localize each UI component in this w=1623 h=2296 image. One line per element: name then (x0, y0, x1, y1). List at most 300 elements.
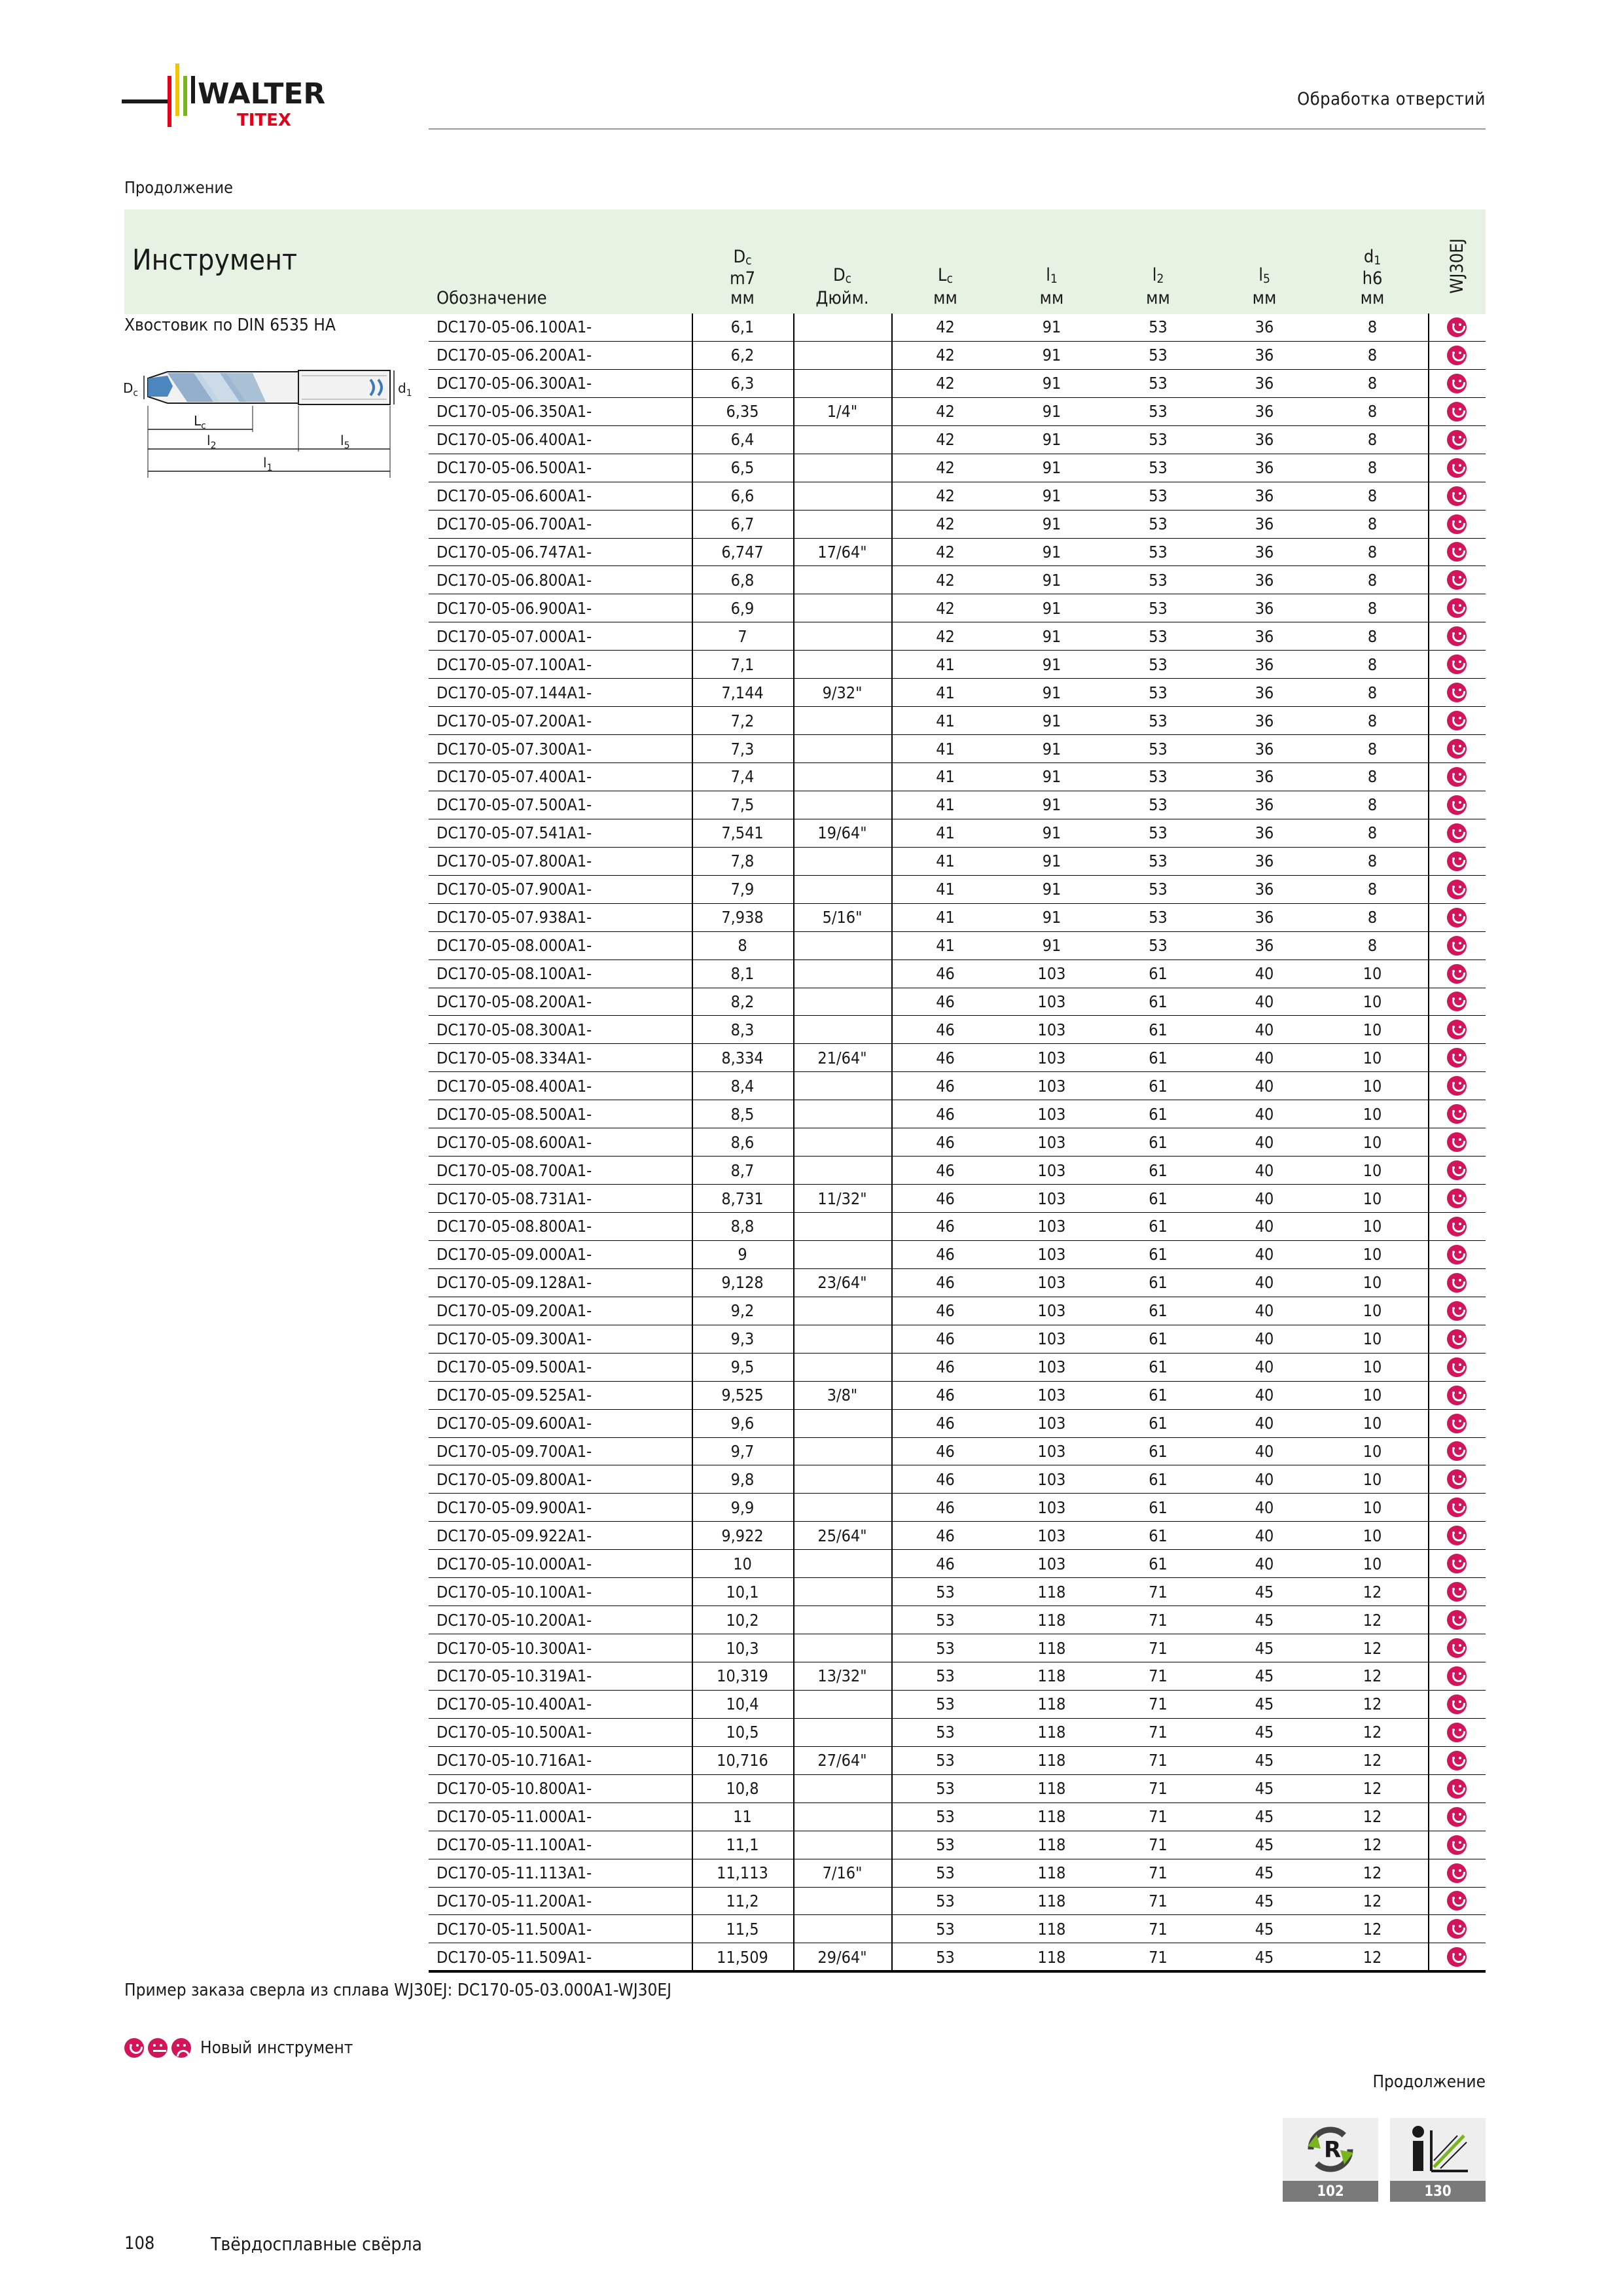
l5-cell: 40 (1255, 992, 1274, 1011)
ref-page-number: 130 (1390, 2181, 1486, 2202)
d1-cell: 10 (1363, 1020, 1382, 1039)
table-bottom-rule (429, 1970, 1486, 1973)
inch-cell (793, 932, 891, 960)
table-row (429, 819, 1486, 848)
inch-cell (793, 1775, 891, 1803)
smiley-face-icon (1447, 1695, 1467, 1714)
l2-cell: 53 (1149, 317, 1168, 337)
d1-cell: 8 (1367, 936, 1378, 956)
designation-cell: DC170-05-11.113A1- (437, 1863, 592, 1883)
table-row (429, 1859, 1486, 1888)
dc-cell: 6,747 (721, 542, 764, 562)
l5-cell: 40 (1255, 1526, 1274, 1545)
l1-cell: 103 (1037, 1526, 1066, 1545)
designation-cell: DC170-05-07.900A1- (437, 880, 592, 899)
lc-cell: 46 (936, 1441, 955, 1461)
designation-cell: DC170-05-06.300A1- (437, 374, 592, 393)
l1-cell: 91 (1042, 374, 1061, 393)
designation-cell: DC170-05-09.800A1- (437, 1469, 592, 1489)
l1-cell: 91 (1042, 880, 1061, 899)
l1-cell: 91 (1042, 655, 1061, 674)
table-row (429, 1044, 1486, 1072)
l1-cell: 91 (1042, 486, 1061, 506)
l5-cell: 40 (1255, 1357, 1274, 1377)
l2-cell: 71 (1149, 1835, 1168, 1855)
designation-cell: DC170-05-11.509A1- (437, 1947, 592, 1967)
inch-cell (793, 1213, 891, 1240)
lc-cell: 42 (936, 626, 955, 646)
inch-cell (793, 1410, 891, 1437)
lc-cell: 46 (936, 1217, 955, 1236)
d1-cell: 12 (1363, 1919, 1382, 1939)
availability-cell (1428, 1213, 1486, 1240)
table-row (429, 1494, 1486, 1522)
inch-cell (793, 594, 891, 622)
dc-cell: 11,5 (726, 1919, 759, 1939)
l1-cell: 118 (1037, 1610, 1066, 1630)
l1-cell: 103 (1037, 1273, 1066, 1293)
col-header-designation: Обозначение (437, 288, 547, 308)
l2-cell: 71 (1149, 1695, 1168, 1714)
table-row (429, 1662, 1486, 1691)
availability-cell (1428, 1831, 1486, 1859)
table-row (429, 1241, 1486, 1269)
smiley-face-icon (1447, 1891, 1467, 1910)
l2-cell: 61 (1149, 1160, 1168, 1180)
table-row (429, 651, 1486, 679)
designation-cell: DC170-05-11.200A1- (437, 1891, 592, 1910)
availability-cell (1428, 1662, 1486, 1690)
dc-cell: 6,3 (730, 374, 755, 393)
l2-cell: 71 (1149, 1610, 1168, 1630)
inch-cell (793, 1578, 891, 1605)
availability-cell (1428, 1634, 1486, 1662)
table-row (429, 1382, 1486, 1410)
l1-cell: 91 (1042, 767, 1061, 787)
lc-cell: 41 (936, 711, 955, 730)
dc-cell: 10,3 (726, 1638, 759, 1658)
l2-cell: 61 (1149, 1189, 1168, 1208)
lc-cell: 46 (936, 1160, 955, 1180)
smiley-face-icon (124, 2038, 144, 2058)
designation-cell: DC170-05-07.541A1- (437, 823, 592, 843)
l2-cell: 53 (1149, 823, 1168, 843)
dc-cell: 7,144 (721, 683, 764, 702)
inch-cell (793, 1354, 891, 1381)
inch-cell (793, 482, 891, 510)
inch-cell (793, 370, 891, 397)
l2-cell: 53 (1149, 402, 1168, 422)
regrind-r-icon (1301, 2121, 1360, 2178)
lc-cell: 46 (936, 1329, 955, 1349)
d1-cell: 10 (1363, 1048, 1382, 1067)
l5-cell: 40 (1255, 1189, 1274, 1208)
smiley-face-icon (1447, 374, 1467, 393)
smiley-face-icon (1447, 458, 1467, 478)
l1-cell: 103 (1037, 1020, 1066, 1039)
l1-cell: 103 (1037, 1441, 1066, 1461)
availability-cell (1428, 622, 1486, 650)
l1-cell: 103 (1037, 1160, 1066, 1180)
d1-cell: 8 (1367, 346, 1378, 365)
d1-cell: 8 (1367, 542, 1378, 562)
designation-cell: DC170-05-10.716A1- (437, 1751, 592, 1770)
lc-cell: 42 (936, 458, 955, 478)
ref-page-number: 102 (1283, 2181, 1378, 2202)
dc-cell: 8,731 (721, 1189, 764, 1208)
l2-cell: 53 (1149, 795, 1168, 815)
l5-cell: 45 (1255, 1807, 1274, 1827)
table-row (429, 679, 1486, 707)
l1-cell: 103 (1037, 964, 1066, 984)
l2-cell: 61 (1149, 1076, 1168, 1096)
table-title: Инструмент (132, 243, 298, 277)
designation-cell: DC170-05-07.800A1- (437, 852, 592, 871)
designation-cell: DC170-05-06.800A1- (437, 570, 592, 590)
d1-cell: 12 (1363, 1947, 1382, 1967)
designation-cell: DC170-05-06.747A1- (437, 542, 592, 562)
smiley-face-icon (1447, 1863, 1467, 1883)
availability-cell (1428, 1888, 1486, 1915)
availability-cell (1428, 1410, 1486, 1437)
lc-cell: 41 (936, 936, 955, 956)
table-row (429, 1157, 1486, 1185)
l5-cell: 36 (1255, 711, 1274, 730)
smiley-face-icon (1447, 486, 1467, 506)
dc-cell: 11,1 (726, 1835, 759, 1855)
table-row (429, 342, 1486, 370)
l1-cell: 118 (1037, 1666, 1066, 1686)
d1-cell: 12 (1363, 1638, 1382, 1658)
l1-cell: 91 (1042, 852, 1061, 871)
dc-cell: 6,6 (730, 486, 755, 506)
d1-cell: 12 (1363, 1695, 1382, 1714)
designation-cell: DC170-05-07.400A1- (437, 767, 592, 787)
l1-cell: 91 (1042, 542, 1061, 562)
smiley-face-icon (1447, 1807, 1467, 1827)
l1-cell: 103 (1037, 1076, 1066, 1096)
lc-cell: 53 (936, 1695, 955, 1714)
l2-cell: 61 (1149, 1554, 1168, 1573)
lc-cell: 46 (936, 1498, 955, 1517)
smiley-face-icon (1447, 346, 1467, 365)
l1-cell: 91 (1042, 739, 1061, 759)
d1-cell: 10 (1363, 992, 1382, 1011)
d1-cell: 10 (1363, 1104, 1382, 1124)
smiley-face-icon (1447, 1329, 1467, 1349)
table-row (429, 426, 1486, 454)
dc-cell: 7,541 (721, 823, 764, 843)
designation-cell: DC170-05-08.000A1- (437, 936, 592, 956)
designation-cell: DC170-05-11.500A1- (437, 1919, 592, 1939)
l2-cell: 71 (1149, 1863, 1168, 1883)
availability-cell (1428, 1072, 1486, 1100)
col-divider (891, 314, 893, 1972)
dc-cell: 8,2 (730, 992, 755, 1011)
dc-cell: 8,334 (721, 1048, 764, 1067)
availability-cell (1428, 1803, 1486, 1831)
l2-cell: 71 (1149, 1947, 1168, 1967)
inch-cell: 27/64" (817, 1751, 867, 1770)
table-row (429, 594, 1486, 622)
col-header-l5: $l_5$ мм (1252, 265, 1277, 308)
availability-cell (1428, 1297, 1486, 1325)
d1-cell: 8 (1367, 598, 1378, 618)
availability-cell (1428, 735, 1486, 762)
lc-cell: 46 (936, 992, 955, 1011)
l2-cell: 61 (1149, 1273, 1168, 1293)
table-row (429, 1831, 1486, 1859)
designation-cell: DC170-05-10.200A1- (437, 1610, 592, 1630)
l2-cell: 53 (1149, 655, 1168, 674)
l5-cell: 36 (1255, 514, 1274, 534)
section-title: Обработка отверстий (1297, 89, 1486, 109)
availability-cell (1428, 1016, 1486, 1043)
lc-cell: 53 (936, 1610, 955, 1630)
drill-dimension-drawing (122, 353, 423, 491)
dim-label-l2: $l_2$ (207, 433, 217, 451)
designation-cell: DC170-05-07.500A1- (437, 795, 592, 815)
ref-link-regrind[interactable] (1283, 2118, 1378, 2202)
lc-cell: 53 (936, 1751, 955, 1770)
l1-cell: 91 (1042, 346, 1061, 365)
inch-cell (793, 1325, 891, 1353)
lc-cell: 41 (936, 908, 955, 927)
availability-cell (1428, 848, 1486, 875)
designation-cell: DC170-05-08.700A1- (437, 1160, 592, 1180)
availability-cell (1428, 370, 1486, 397)
designation-cell: DC170-05-06.350A1- (437, 402, 592, 422)
availability-cell (1428, 1325, 1486, 1353)
d1-cell: 10 (1363, 1301, 1382, 1321)
d1-cell: 12 (1363, 1835, 1382, 1855)
l5-cell: 36 (1255, 683, 1274, 702)
l1-cell: 118 (1037, 1751, 1066, 1770)
dc-cell: 6,5 (730, 458, 755, 478)
availability-cell (1428, 1382, 1486, 1409)
inch-cell: 7/16" (822, 1863, 863, 1883)
d1-cell: 8 (1367, 880, 1378, 899)
l5-cell: 36 (1255, 908, 1274, 927)
availability-cell (1428, 482, 1486, 510)
d1-cell: 8 (1367, 852, 1378, 871)
ref-link-info[interactable] (1390, 2118, 1486, 2202)
l1-cell: 103 (1037, 1357, 1066, 1377)
smiley-face-icon (1447, 1217, 1467, 1236)
table-row (429, 707, 1486, 735)
continued-label-top: Продолжение (124, 178, 233, 197)
smiley-face-icon (1447, 1386, 1467, 1405)
table-row (429, 1888, 1486, 1916)
l2-cell: 53 (1149, 936, 1168, 956)
lc-cell: 42 (936, 486, 955, 506)
availability-cell (1428, 1185, 1486, 1212)
table-row (429, 1775, 1486, 1803)
table-row (429, 454, 1486, 482)
d1-cell: 12 (1363, 1863, 1382, 1883)
l5-cell: 45 (1255, 1666, 1274, 1686)
inch-cell: 23/64" (817, 1273, 867, 1293)
l1-cell: 103 (1037, 1189, 1066, 1208)
l1-cell: 118 (1037, 1807, 1066, 1827)
inch-cell (793, 763, 891, 791)
l5-cell: 40 (1255, 1414, 1274, 1433)
lc-cell: 46 (936, 1414, 955, 1433)
lc-cell: 46 (936, 1020, 955, 1039)
shank-label: Хвостовик по DIN 6535 HA (124, 315, 336, 335)
table-row (429, 1185, 1486, 1213)
lc-cell: 46 (936, 1357, 955, 1377)
inch-cell: 19/64" (817, 823, 867, 843)
designation-cell: DC170-05-11.000A1- (437, 1807, 592, 1827)
lc-cell: 46 (936, 1386, 955, 1405)
l5-cell: 36 (1255, 739, 1274, 759)
l2-cell: 61 (1149, 1020, 1168, 1039)
inch-cell: 17/64" (817, 542, 867, 562)
dc-cell: 8,4 (730, 1076, 755, 1096)
l5-cell: 36 (1255, 626, 1274, 646)
smiley-face-icon (1447, 1666, 1467, 1686)
d1-cell: 10 (1363, 1273, 1382, 1293)
designation-cell: DC170-05-08.200A1- (437, 992, 592, 1011)
l2-cell: 53 (1149, 711, 1168, 730)
table-row (429, 1297, 1486, 1325)
l2-cell: 71 (1149, 1638, 1168, 1658)
availability-cell (1428, 1494, 1486, 1521)
availability-cell (1428, 1719, 1486, 1746)
dim-label-l5: $l_5$ (340, 433, 350, 451)
dc-cell: 11,2 (726, 1891, 759, 1910)
inch-cell (793, 314, 891, 341)
l2-cell: 53 (1149, 852, 1168, 871)
lc-cell: 41 (936, 880, 955, 899)
designation-cell: DC170-05-08.400A1- (437, 1076, 592, 1096)
l2-cell: 53 (1149, 598, 1168, 618)
inch-cell: 11/32" (817, 1189, 867, 1208)
smiley-face-icon (1447, 1441, 1467, 1461)
smiley-face-icon (1447, 542, 1467, 562)
designation-cell: DC170-05-07.300A1- (437, 739, 592, 759)
d1-cell: 8 (1367, 626, 1378, 646)
d1-cell: 10 (1363, 964, 1382, 984)
availability-cell (1428, 454, 1486, 482)
smiley-face-icon (1447, 1414, 1467, 1433)
l1-cell: 103 (1037, 1498, 1066, 1517)
lc-cell: 46 (936, 1076, 955, 1096)
l1-cell: 91 (1042, 570, 1061, 590)
availability-cell (1428, 1241, 1486, 1268)
smiley-face-icon (1447, 908, 1467, 927)
table-row (429, 904, 1486, 932)
table-row (429, 791, 1486, 819)
l1-cell: 91 (1042, 795, 1061, 815)
l5-cell: 40 (1255, 1245, 1274, 1265)
l1-cell: 103 (1037, 1104, 1066, 1124)
smiley-face-icon (1447, 1189, 1467, 1208)
l2-cell: 71 (1149, 1582, 1168, 1602)
smiley-face-icon (1447, 1835, 1467, 1855)
inch-cell (793, 1157, 891, 1184)
d1-cell: 8 (1367, 458, 1378, 478)
designation-cell: DC170-05-10.300A1- (437, 1638, 592, 1658)
l1-cell: 103 (1037, 1329, 1066, 1349)
inch-cell: 9/32" (822, 683, 863, 702)
smiley-face-icon (1447, 570, 1467, 590)
d1-cell: 10 (1363, 1189, 1382, 1208)
lc-cell: 53 (936, 1891, 955, 1910)
smiley-face-icon (1447, 655, 1467, 674)
table-row (429, 1522, 1486, 1550)
d1-cell: 12 (1363, 1891, 1382, 1910)
inch-cell (793, 960, 891, 988)
lc-cell: 41 (936, 795, 955, 815)
d1-cell: 12 (1363, 1779, 1382, 1799)
l2-cell: 61 (1149, 964, 1168, 984)
availability-cell (1428, 791, 1486, 819)
l2-cell: 71 (1149, 1919, 1168, 1939)
table-row (429, 1410, 1486, 1438)
inch-cell (793, 651, 891, 678)
l1-cell: 103 (1037, 1245, 1066, 1265)
d1-cell: 8 (1367, 402, 1378, 422)
lc-cell: 46 (936, 1132, 955, 1152)
l2-cell: 71 (1149, 1807, 1168, 1827)
page-number: 108 (124, 2233, 155, 2253)
l1-cell: 118 (1037, 1891, 1066, 1910)
lc-cell: 46 (936, 1273, 955, 1293)
dc-cell: 7,4 (730, 767, 755, 787)
availability-cell (1428, 651, 1486, 678)
availability-cell (1428, 1859, 1486, 1887)
inch-cell (793, 1888, 891, 1915)
dc-cell: 9,7 (730, 1441, 755, 1461)
dc-cell: 8,5 (730, 1104, 755, 1124)
table-row (429, 1691, 1486, 1719)
l2-cell: 71 (1149, 1891, 1168, 1910)
smiley-face-icon (1447, 1919, 1467, 1939)
availability-cell (1428, 679, 1486, 706)
lc-cell: 46 (936, 1048, 955, 1067)
dim-label-d1: $d_1$ (398, 380, 412, 399)
l2-cell: 53 (1149, 739, 1168, 759)
col-header-l2: $l_2$ мм (1146, 265, 1170, 308)
designation-cell: DC170-05-10.000A1- (437, 1554, 592, 1573)
inch-cell (793, 1831, 891, 1859)
smiley-face-icon (1447, 1048, 1467, 1067)
d1-cell: 12 (1363, 1751, 1382, 1770)
dc-cell: 9 (738, 1245, 747, 1265)
l5-cell: 36 (1255, 767, 1274, 787)
lc-cell: 42 (936, 346, 955, 365)
table-row (429, 1354, 1486, 1382)
chapter-title: Твёрдосплавные свёрла (211, 2233, 422, 2255)
l5-cell: 36 (1255, 570, 1274, 590)
designation-cell: DC170-05-07.000A1- (437, 626, 592, 646)
designation-cell: DC170-05-09.200A1- (437, 1301, 592, 1321)
availability-cell (1428, 1550, 1486, 1577)
smiley-face-icon (1447, 1469, 1467, 1489)
lc-cell: 42 (936, 570, 955, 590)
d1-cell: 8 (1367, 430, 1378, 450)
lc-cell: 42 (936, 598, 955, 618)
l1-cell: 118 (1037, 1723, 1066, 1742)
l2-cell: 61 (1149, 1104, 1168, 1124)
designation-cell: DC170-05-10.100A1- (437, 1582, 592, 1602)
table-row (429, 1016, 1486, 1044)
l2-cell: 61 (1149, 1048, 1168, 1067)
l2-cell: 53 (1149, 486, 1168, 506)
lc-cell: 46 (936, 964, 955, 984)
